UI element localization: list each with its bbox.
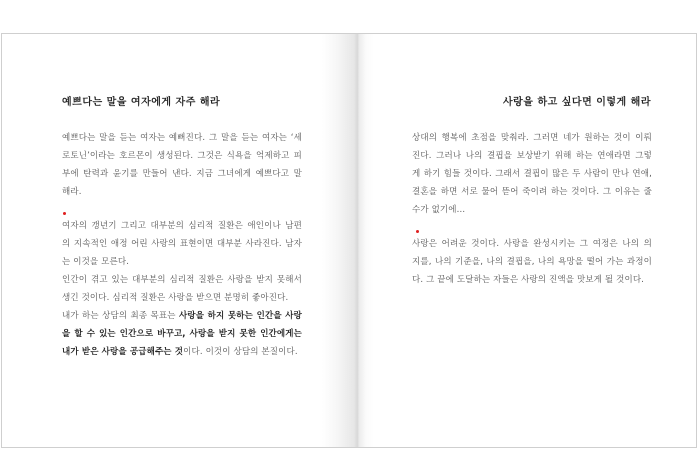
text-line: 상대의 행복에 초점을 맞춰라. 그러면 네가 원하는 것이 이뤄: [412, 133, 652, 143]
text-line: [62, 307, 302, 325]
top-bar: [0, 0, 700, 33]
left-page: [2, 34, 342, 447]
right-page-heading: 사랑을 하고 싶다면 이렇게 해라: [502, 97, 651, 108]
text-normal: 내가 하는 상담의 최종 목표는: [62, 311, 179, 321]
text-line: 여자의 갱년기 그리고 대부분의 심리적 질환은 애인이나 남편: [62, 221, 302, 231]
text-emphasis-line: 을 할 수 있는 인간으로 바꾸고, 사랑을 받지 못한 인간에게는: [62, 329, 302, 339]
text-line: 사랑은 어려운 것이다. 사랑을 완성시키는 그 여정은 나의 의: [412, 239, 652, 249]
text-line: 부에 탄력과 윤기를 만들어 낸다. 지금 그녀에게 예쁘다고 말: [62, 169, 302, 179]
right-paragraph-2: [412, 235, 652, 289]
book-spread: [1, 33, 697, 448]
text-emphasis: 사랑을 하지 못하는 인간을 사랑: [178, 311, 302, 321]
text-line: 다. 그 끝에 도달하는 자들은 사랑의 진액을 맛보게 될 것이다.: [412, 275, 645, 285]
left-paragraph-2: [62, 217, 302, 307]
right-page: [357, 34, 697, 447]
text-line: 의 지속적인 애정 어린 사랑의 표현이면 대부분 사라진다. 남자: [62, 239, 302, 249]
text-line: 게 하기 힘들 것이다. 그래서 결핍이 많은 두 사람이 만나 연애,: [412, 169, 652, 179]
text-line: 수가 없기에...: [412, 205, 466, 215]
left-page-heading: 예쁘다는 말을 여자에게 자주 해라: [62, 97, 221, 108]
text-line: 생긴 것이다. 심리적 질환은 사랑을 받으면 분명히 좋아진다.: [62, 293, 289, 303]
text-normal: 이다. 이것이 상담의 본질이다.: [183, 347, 298, 357]
red-bullet-marker: [416, 230, 419, 233]
right-paragraph-1: [412, 129, 652, 219]
red-bullet-marker: [63, 212, 66, 215]
text-line: 진다. 그러나 나의 결핍을 보상받기 위해 하는 연애라면 그렇: [412, 151, 652, 161]
text-line: 결혼을 하면 서로 물어 뜯어 죽이려 하는 것이다. 그 이유는 줄: [412, 187, 652, 197]
left-paragraph-1: [62, 129, 302, 201]
text-line: 예쁘다는 말을 듣는 여자는 예뻐진다. 그 말을 듣는 여자는 ‘세: [62, 133, 302, 143]
text-line: 인간이 겪고 있는 대부분의 심리적 질환은 사랑을 받지 못해서: [62, 275, 302, 285]
left-paragraph-3: [62, 307, 302, 361]
text-line: [62, 343, 302, 361]
text-line: 해라.: [62, 187, 82, 197]
text-line: 지를, 나의 기준을, 나의 결핍을, 나의 욕망을 떨어 가는 과정이: [412, 257, 652, 267]
text-line: 는 이것을 모른다.: [62, 257, 130, 267]
text-emphasis: 내가 받은 사랑을 공급해주는 것: [62, 347, 184, 357]
text-line: 로토닌’이라는 호르몬이 생성된다. 그것은 식욕을 억제하고 피: [62, 151, 302, 161]
